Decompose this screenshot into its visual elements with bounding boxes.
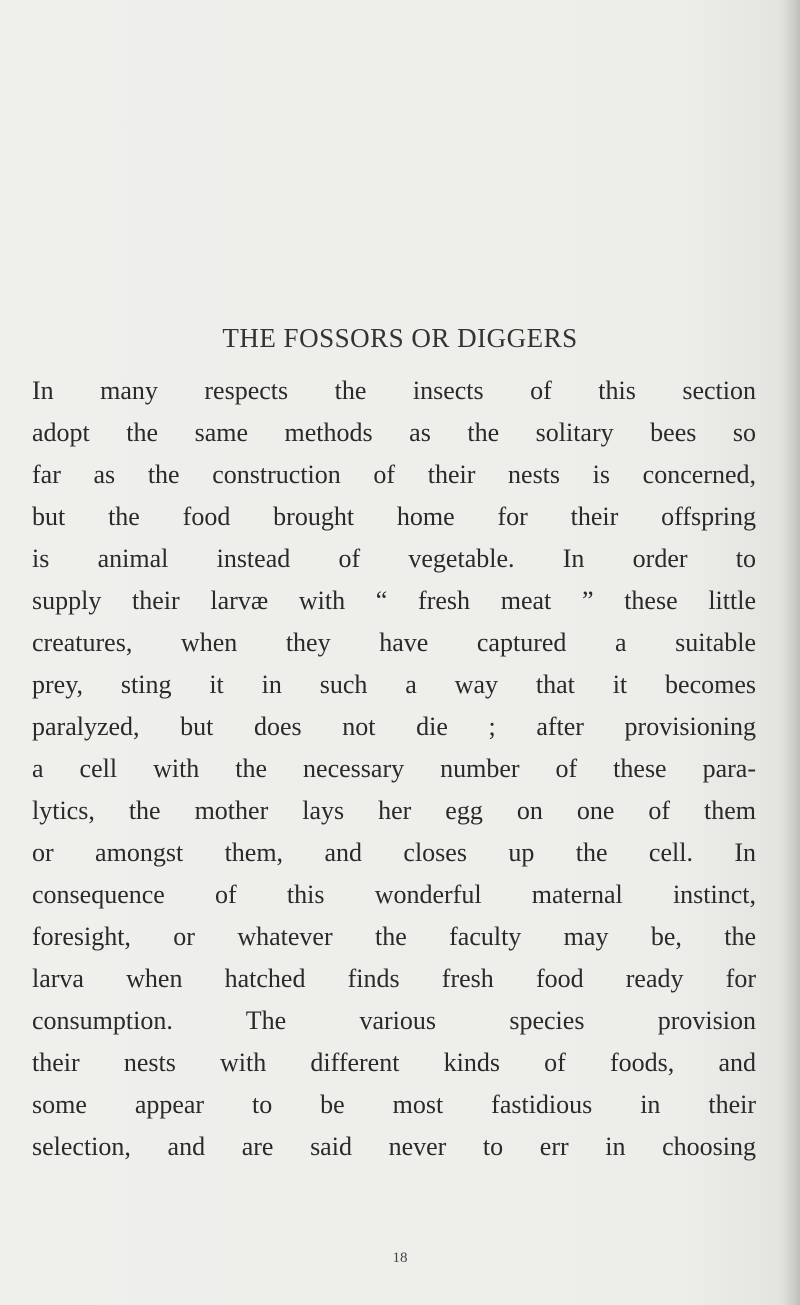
chapter-title: THE FOSSORS OR DIGGERS (222, 323, 578, 353)
text-line-11: lytics, the mother lays her egg on one of them (32, 796, 756, 825)
text-line-12: or amongst them, and closes up the cell. In (32, 838, 756, 867)
text-line-15: larva when hatched finds fresh food ready for (32, 964, 756, 993)
text-line-1: In many respects the insects of this section (32, 376, 756, 405)
text-line-14: foresight, or whatever the faculty may be, the (32, 922, 756, 951)
page-number: 18 (392, 1250, 408, 1266)
text-line-9: paralyzed, but does not die ; after provisioning (32, 712, 756, 741)
text-line-7: creatures, when they have captured a suitable (32, 628, 756, 657)
text-line-2: adopt the same methods as the solitary bees so (32, 418, 756, 447)
text-line-19: selection, and are said never to err in choosing (32, 1132, 756, 1161)
text-line-13: consequence of this wonderful maternal instinct, (32, 880, 756, 909)
text-line-6: supply their larvæ with “ fresh meat ” these little (32, 586, 756, 615)
text-line-10: a cell with the necessary number of these para- (32, 754, 756, 783)
text-line-17: their nests with different kinds of foods, and (32, 1048, 756, 1077)
text-line-3: far as the construction of their nests is concerned, (32, 460, 756, 489)
page-edge-shadow (782, 0, 800, 1305)
text-line-18: some appear to be most fastidious in their (32, 1090, 756, 1119)
text-line-4: but the food brought home for their offspring (32, 502, 756, 531)
text-line-16: consumption. The various species provision (32, 1006, 756, 1035)
text-line-8: prey, sting it in such a way that it becomes (32, 670, 756, 699)
text-line-5: is animal instead of vegetable. In order to (32, 544, 756, 573)
